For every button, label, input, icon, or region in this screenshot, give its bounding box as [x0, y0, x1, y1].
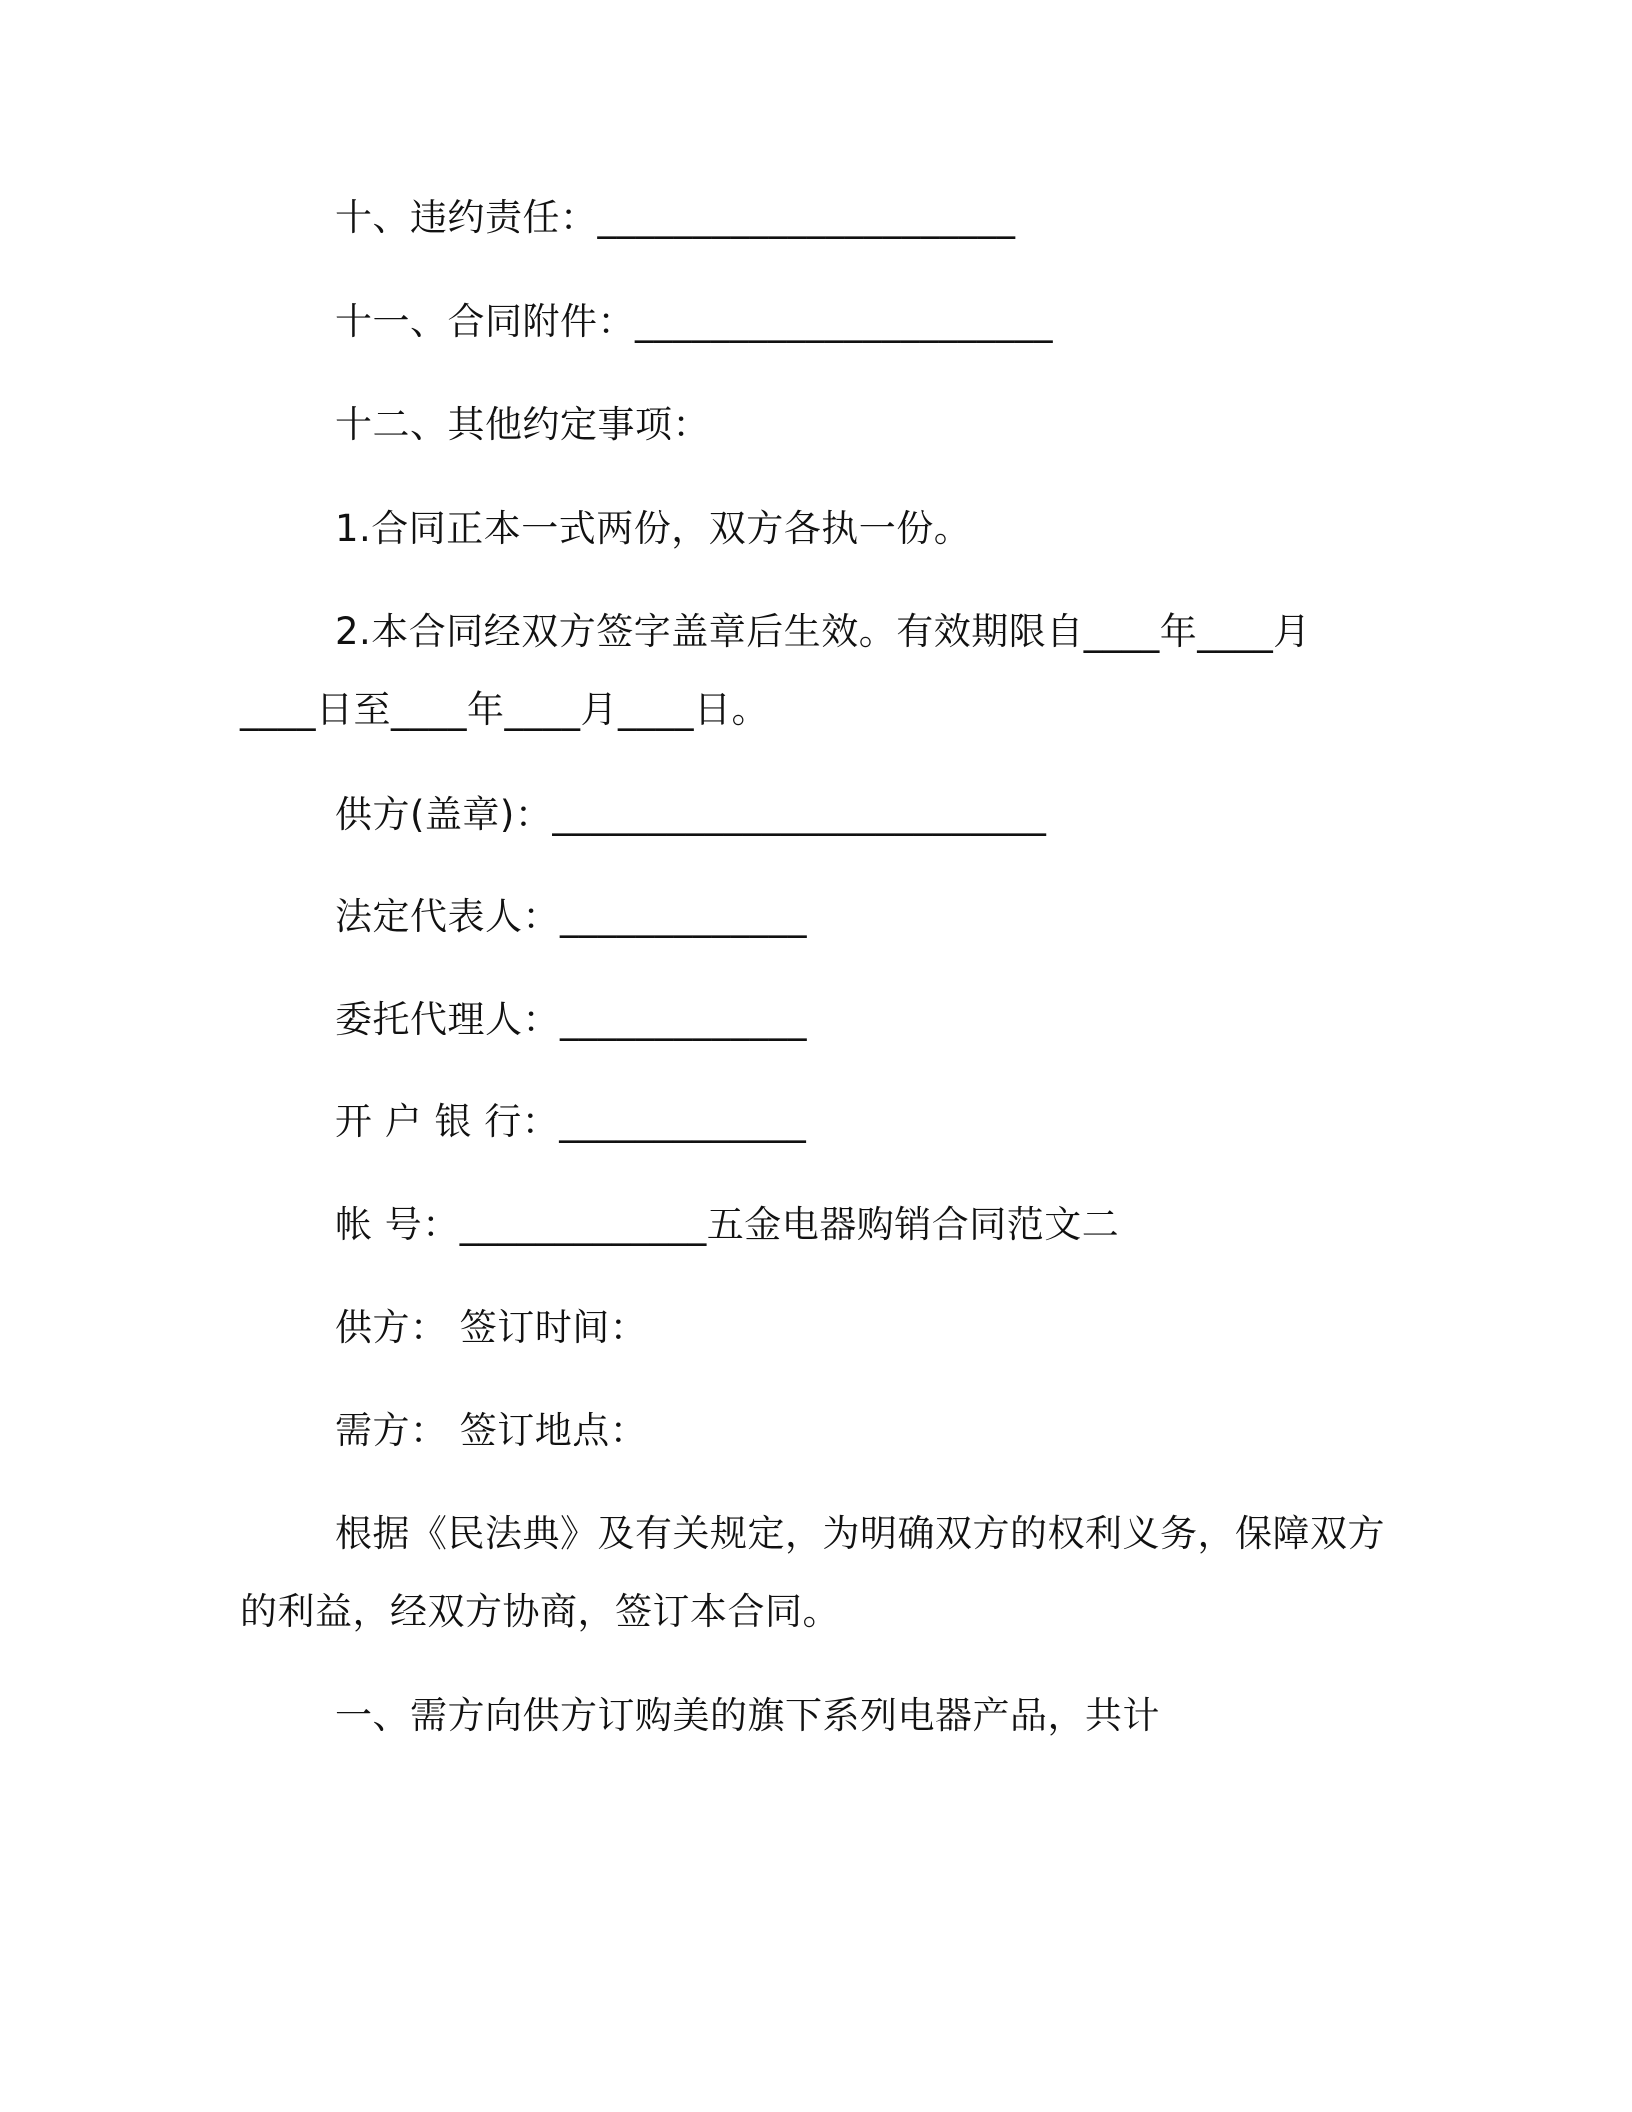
clause-10-breach-liability: 十、违约责任：______________________ [335, 196, 1016, 239]
preamble-line-2: 的利益，经双方协商，签订本合同。 [240, 1590, 840, 1633]
clause-1-order: 一、需方向供方订购美的旗下系列电器产品，共计 [335, 1694, 1160, 1737]
bank-name: 开 户 银 行：_____________ [335, 1100, 807, 1143]
clause-12-other-terms: 十二、其他约定事项： [335, 403, 710, 446]
buyer-signing-place: 需方： 签订地点： [335, 1409, 648, 1452]
clause-11-contract-attachments: 十一、合同附件：______________________ [335, 300, 1053, 343]
supplier-seal: 供方(盖章)：__________________________ [335, 793, 1047, 836]
term-2-validity: 2.本合同经双方签字盖章后生效。有效期限自____年____月 [335, 610, 1311, 653]
preamble-line-1: 根据《民法典》及有关规定，为明确双方的权利义务，保障双方 [335, 1512, 1385, 1555]
authorized-agent: 委托代理人：_____________ [335, 998, 807, 1041]
term-1-copies: 1.合同正本一式两份，双方各执一份。 [335, 507, 972, 550]
legal-representative: 法定代表人：_____________ [335, 895, 807, 938]
supplier-signing-time: 供方： 签订时间： [335, 1306, 648, 1349]
account-number-and-title: 帐 号：_____________五金电器购销合同范文二 [335, 1203, 1120, 1246]
term-2-validity-cont: ____日至____年____月____日。 [240, 688, 769, 731]
